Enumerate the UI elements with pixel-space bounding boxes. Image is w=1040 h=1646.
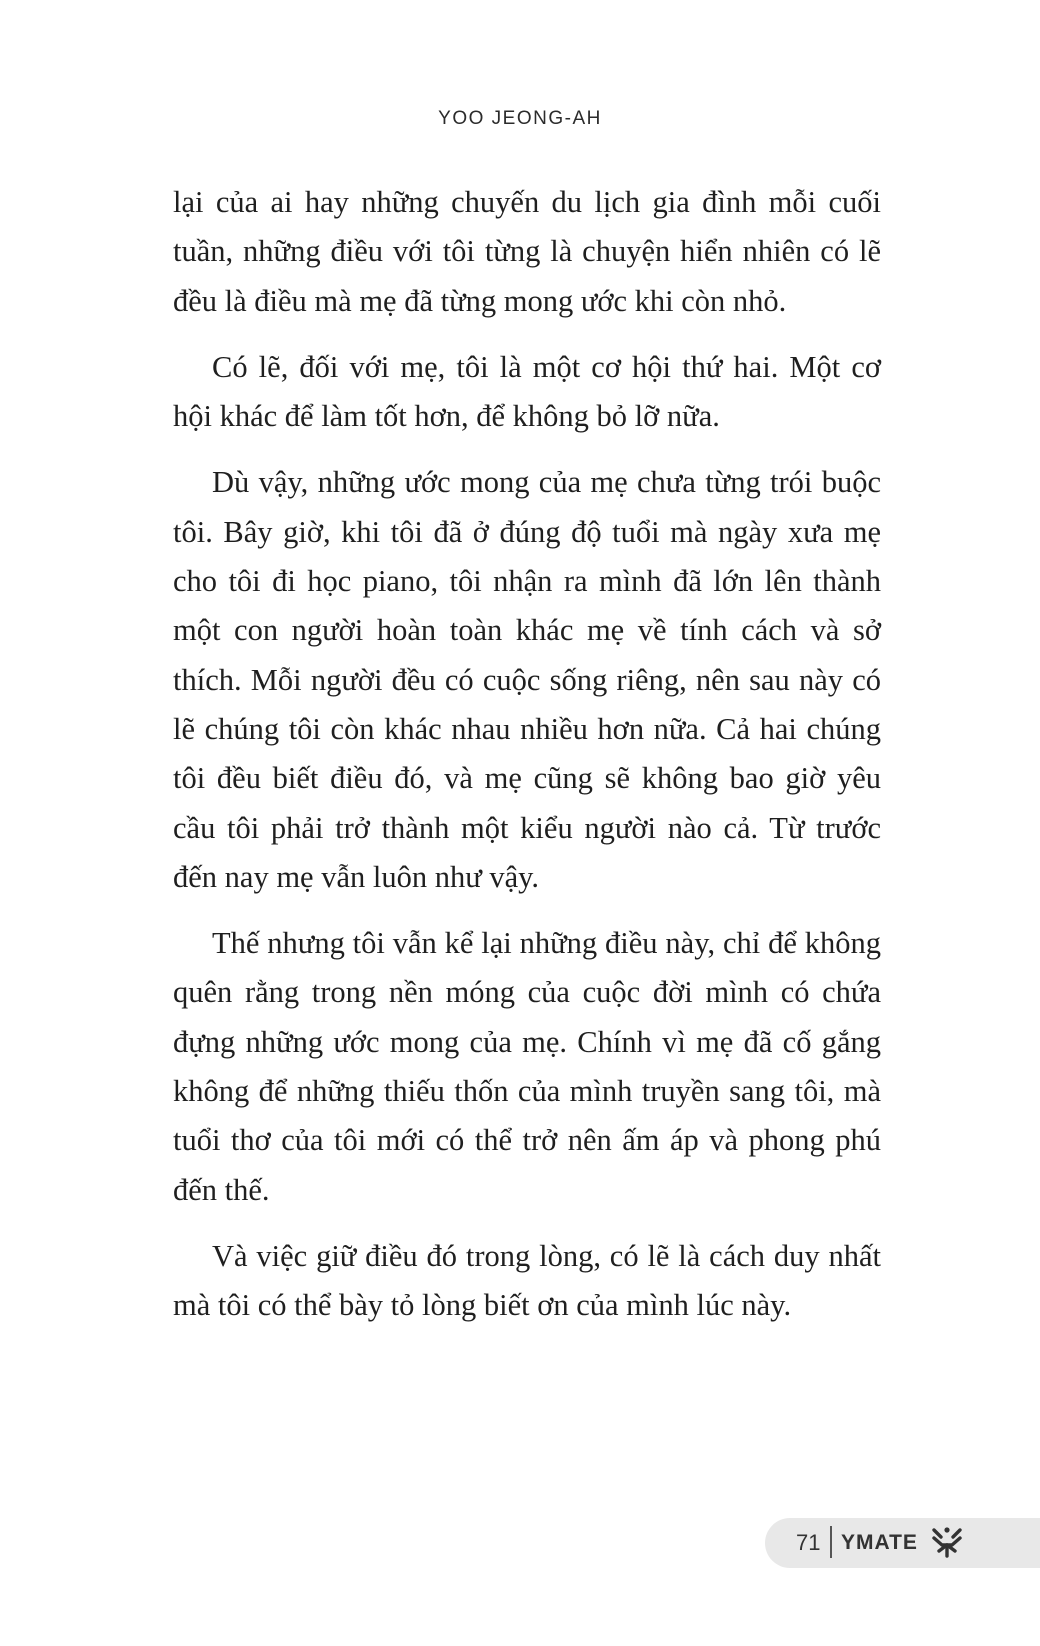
paragraph-3: Dù vậy, những ước mong của mẹ chưa từng trói buộc tôi. Bây giờ, khi tôi đã ở đúng độ tuổi mà ngày xưa mẹ cho tôi đi học piano, tôi nhận ra mình đã lớn lên thành một con người hoàn toàn khác mẹ về tính cách và sở thích. Mỗi người đều có cuộc sống riêng, nên sau này có lẽ chúng tôi còn khác nhau nhiều hơn nữa. Cả hai chúng tôi đều biết điều đó, và mẹ cũng sẽ không bao giờ yêu cầu tôi phải trở thành một kiểu người nào cả. Từ trước đến nay mẹ vẫn luôn như vậy. <box>173 465 881 894</box>
page-number: 71 <box>796 1530 821 1555</box>
paragraph-1: lại của ai hay những chuyến du lịch gia đình mỗi cuối tuần, những điều với tôi từng là chuyện hiển nhiên có lẽ đều là điều mà mẹ đã từng mong ước khi còn nhỏ. <box>173 185 881 318</box>
paragraph-5: Và việc giữ điều đó trong lòng, có lẽ là cách duy nhất mà tôi có thể bày tỏ lòng biết ơn của mình lúc này. <box>173 1238 881 1323</box>
running-title: YOO JEONG-AH <box>438 108 602 129</box>
publisher-brand: YMATE <box>841 1531 918 1554</box>
paragraph-2: Có lẽ, đối với mẹ, tôi là một cơ hội thứ hai. Một cơ hội khác để làm tốt hơn, để không bỏ lỡ nữa. <box>173 349 881 434</box>
paragraph-4: Thế nhưng tôi vẫn kể lại những điều này, chỉ để không quên rằng trong nền móng của cuộc đời mình có chứa đựng những ước mong của mẹ. Chính vì mẹ đã cố gắng không để những thiếu thốn của mình truyền sang tôi, mà tuổi thơ của tôi mới có thể trở nên ấm áp và phong phú đến thế. <box>173 926 881 1207</box>
body-text <box>173 178 881 1348</box>
ymate-logo-icon <box>929 1524 965 1560</box>
footer-divider <box>830 1526 832 1558</box>
